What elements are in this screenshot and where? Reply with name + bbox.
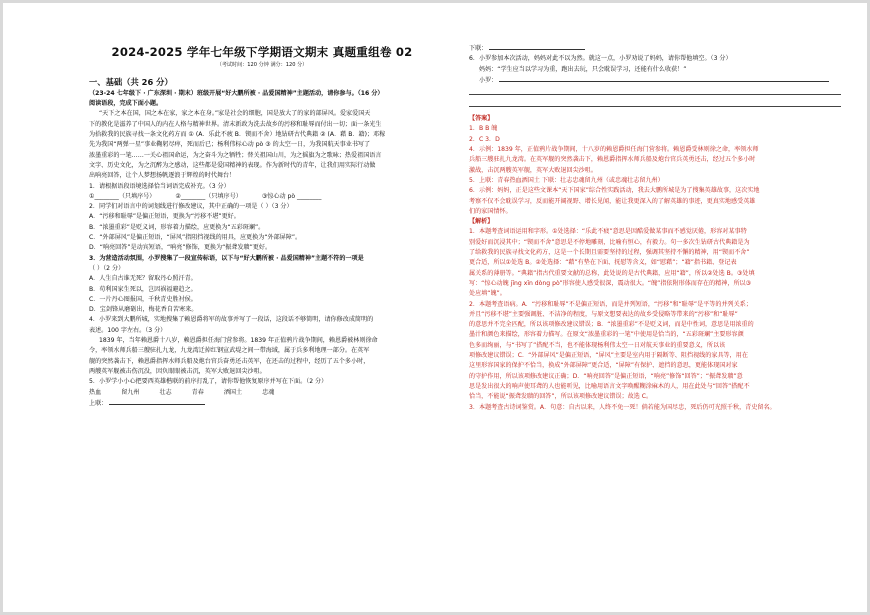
right-column	[469, 3, 841, 612]
q2-option-a: A．“污移和耻辱”是偏正短语，更换为“污移不堪”更好。	[89, 213, 240, 221]
question-1: 1．请根据语段语境选择恰当词语完成补充。（3 分）	[89, 182, 230, 190]
q5-word: 忠魂	[262, 388, 275, 396]
answer-line: 2．C 3．D	[469, 135, 500, 143]
explanation-line: 1．本题考查词语运用和字形。①处选择：“乐此不疲”意思是因酷爱做某事而不感觉厌倦，形容对某事特	[469, 228, 747, 236]
explanation-line: 项修改建议错误；C．“外部屏风”是偏正短语，“屏风”主要是室内用于隔断等、阻挡视线的家具等，用在	[469, 352, 748, 360]
question-4: 表述。100 字左右。（3 分）	[89, 326, 167, 334]
q2-option-b: B．“浓墨重彩”是贬义词，形容着力描绘，应更换为“五彩斑斓”。	[89, 223, 265, 231]
q3-option-a: A．人生自古谁无死？留取丹心照汗青。	[89, 275, 197, 283]
explanation-line: 属关系的薄册等。“典籍”指古代重要文献的总称，此处说的是古代典籍，应用“籍”，所以②处选 B。③处填	[469, 269, 755, 277]
q4-material-line: 舰的突然袭击下，赖恩爵指挥水师兵船及炮台官兵奋勇还击英军，在还击的过程中，经历了五个多小时，	[89, 357, 370, 365]
explanation-line: 的意思并不完全匹配，所以该项修改建议错误；B．“浓墨重彩”不是贬义词，而是中性词，意思是用浓重的	[469, 321, 754, 329]
explanation-line: 2．本题考查语病。A．“污移和耻辱”不是偏正短语，而是并列短语，“污移”和“耻辱”是平等的并列关系；	[469, 300, 752, 308]
q3-option-d: D．宝剑锋从磨砺出，梅花香自苦寒来。	[89, 306, 198, 314]
question-5: 5．小罗学小小心把要西英雄楷联的前序打乱了，请你帮他恢复原序并写在下面。（2 分）	[89, 378, 328, 386]
explanation-line: 3．本题考查古诗词鉴赏。A．句意：自古以来，人终不免一死！倘若能为国尽忠，死后仍可光照千秋，青史留名。	[469, 403, 776, 411]
answer-line[interactable]	[469, 98, 841, 107]
passage-line: 浓墨重彩的一笔……一关心祖国命运，为之奋斗为之牺牲；替关祖国山川，为之摇旗为之歌咏；热爱祖国语言	[89, 151, 382, 159]
q5-upper-couplet	[89, 398, 435, 409]
q2-option-d: D．“响亮回答”是动宾短语，“响亮”修饰，更换为“振聋发聩”更好。	[89, 244, 272, 252]
passage-line: “天下之本在国，国之本在家，家之本在身。”家是社会的细胞，国是放大了的家的部屏风。爱家爱国天	[99, 110, 371, 118]
answer-line: 6．示例：妈妈，正是这些文课本“天下国家”综合性实践活动，我去大鹏所城是为了搜集英雄故事，这次实地	[469, 187, 760, 195]
explanation-line: 思是发出很大的响声使耳聋的人也能听见，比喻用语言文字唤醒糊涂麻木的人，用在此处与“回答”搭配不	[469, 382, 750, 390]
q6-luo-label: 小罗：	[479, 76, 498, 84]
question-4: 4．小罗来到大鹏所城，实地搜集了赖恩爵将军的故事并写了一段话，这段话不够简明，请你修改成简明的	[89, 316, 374, 324]
passage-line: 下的教化是滋养了中国人的内在人格与精神世界。清末新政为洗去故乡的污移和耻辱而付出一切；面一条光生	[89, 120, 382, 128]
document-page	[3, 3, 867, 612]
q6-answer-line[interactable]	[499, 75, 829, 82]
explanation-line: 处应填“魄”。	[469, 290, 506, 298]
answer-line[interactable]	[469, 86, 841, 95]
q4-material-line: 两艘英军舰被击伤沉没，因负眼眼被击沉，英军大败退回尖沙咀。	[89, 367, 266, 375]
explanation-line: 别爱好而沉浸其中；“锲而不舍”意思是不停地雕刻，比喻有恒心，有毅力。句一多次生钻研古代典籍是为	[469, 238, 750, 246]
explanation-line: 更合适，所以①处选 B。②处选择：“藉”有垫在下面、抚慰等含义，如“慰藉”；“籍”指书籍、登记表	[469, 259, 737, 267]
explanation-line: 并且“污移不堪”主要强调脏、不洁净的程度，与原文想要表达的故乡受侵略等带来的“污移”和“耻辱”	[469, 310, 738, 318]
q1-blank-3[interactable]: ③惊心动 pò ________	[261, 192, 322, 200]
q5-word: 青春	[191, 388, 204, 396]
q5-word: 洒国土	[223, 388, 243, 396]
question-2: 2．同学们对语言中的词划线进行修改建议，其中正确的一项是（ ）（3 分）	[89, 203, 293, 211]
intro-line: 阅读语段，完成下面小题。	[89, 100, 163, 108]
exam-time-info: （考试时间：120 分钟 满分：120 分）	[216, 62, 308, 69]
q3-option-b: B．苟利国家生死以，岂因祸福避趋之。	[89, 285, 197, 293]
q5-word: 壮志	[159, 388, 172, 396]
question-3: 3．为营造活动氛围，小罗搜集了一段宣传标语，以下与“好大鹏所被 · 品爱国精神”主题不符的一项是	[89, 254, 364, 262]
question-1-options	[89, 192, 435, 202]
answer-line: 5．上联：青春热血洒国土 下联：壮志忠魂留九州（或忠魂壮志留九州）	[469, 176, 664, 184]
answer-line: 兵船三艘驻扎九龙湾。在英军舰的突然袭击下，赖恩爵指挥水师兵船及炮台官兵英勇还击，经过五个多小时	[469, 156, 756, 164]
answer-line: 考察不仅不会耽误学习，反而能开阔视野、增长见闻，能让我更深入的了解英雄的事迹，更真实地感受英雄	[469, 197, 756, 205]
q5-word-bank	[89, 388, 435, 398]
lower-couplet-blank[interactable]	[489, 43, 585, 50]
answer-line: 们的家国情怀。	[469, 207, 512, 215]
intro-line: （23-24 七年级下 · 广东深圳 · 期末）班级开展“好大鹏所被 · 品爱国精神”主题活动，请你参与。（16 分）	[89, 89, 384, 97]
q6-mom-line: 妈妈：“学生应当以学习为重，跑出去玩，只会耽误学习，还能有什么收获！”	[479, 65, 687, 73]
q3-option-c: C．一片丹心图报国，千秋青史胜衬侯。	[89, 295, 197, 303]
q4-material-line: 令，率领水师兵船三艘驻扎九龙，九龙湾迁掉红钢宣武堤之间一带海域，属于兵多利地理一部分。在英军	[89, 347, 370, 355]
explanation-heading: 【解析】	[469, 218, 494, 226]
q1-blank-1[interactable]: ①________（只填序号）	[89, 192, 156, 200]
explanation-line: 色多而绚丽，与“书写了”搭配不当，也不能体现杨利伟太空一日对航天事业的重要意义，所以该	[469, 341, 726, 349]
upper-couplet-blank[interactable]	[109, 398, 205, 405]
passage-line: 先为我国“两弹一星”事业鞠躬尽瘁，死而后已；杨利伟标心动 pò ③ 的太空一日，为我国航天事业书写了	[89, 141, 371, 149]
q2-option-c: C．“外部屏风”是偏正短语，“屏风”指阻挡视线的用具，应更换为“外部屏障”。	[89, 234, 302, 242]
passage-line: 出响亮回答，让个人梦想扬帆逐浪于辉煌的时代舞台！	[89, 172, 236, 180]
explanation-line: 墨汁和颜色来描绘，形容着力描写。在原文“浓墨重彩的一笔”中使用是恰当的，“五彩斑斓”主要形容颜	[469, 331, 744, 339]
explanation-line: 了给救我的民族寻找文化药方，这是一个长期且需要坚持的过程，强调其坚持不懈的精神，用“锲而不舍”	[469, 249, 750, 257]
question-3-tail: （ ）（2 分）	[89, 264, 125, 272]
question-6: 6．小罗参加本次活动，妈妈对此不以为然。就这一点，小罗劝说了妈妈，请你帮他填空。（3 分）	[469, 55, 732, 63]
q5-word: 留九州	[121, 388, 140, 396]
q4-material-line: 1839 年，当年赖恩爵十八岁，赖恩爵担任海门营参将。1839 年正值鸦片战争期间，赖恩爵被林则徐命	[99, 337, 378, 345]
explanation-line: 的守护作用，所以该项修改建议正确；D．“响亮回答”是偏正短语，“响亮”修饰“回答”；“振聋发聩”意	[469, 372, 743, 380]
answer-line: 4．示例：1839 年，正值鸦片战争期间，十八岁的赖恩爵担任海门营参将。赖恩爵受林则徐之命，率领水师	[469, 146, 759, 154]
left-column	[89, 3, 435, 612]
explanation-line: 恰当，不能说“振聋发聩的回答”，所以该项修改建议错误；故选 C。	[469, 393, 653, 401]
section-heading: 一、基础（共 26 分）	[89, 76, 173, 87]
passage-line: 为拾救我的民族寻找一条文化药方而 ① (A．乐此不疲 B．锲而不舍）地钻研古代典籍 ② (A．藉 B．籍)；邓稼	[89, 131, 386, 139]
q5-lower-couplet	[469, 43, 841, 54]
explanation-line: 写：“惊心动魄 jīng xīn dòng pò”形容使人感受很深，震动很大。“魄”指依附形体而存在的精神，所以③	[469, 279, 752, 287]
paper-title: 2024-2025 学年七年级下学期语文期末 真题重组卷 02	[111, 45, 413, 59]
answer-line: 1．B B 魄	[469, 125, 498, 133]
q5-word: 热血	[89, 388, 102, 396]
explanation-line: 这里形容国家的保护不恰当，换成“外部屏障”更合适，“屏障”有保护、遮挡的意思，更能体现国对家	[469, 362, 738, 370]
q6-luo-line	[469, 75, 841, 86]
answer-heading: 【答案】	[469, 115, 494, 123]
lower-couplet-label: 下联：	[469, 45, 488, 52]
passage-line: 文字、历史文化，为之沉醉为之感动，这些都是爱国精神的表现。作为新时代的青年，让我们用实际行动做	[89, 161, 376, 169]
answer-line: 激战，击沉两艘英军舰，英军大败退回尖沙咀。	[469, 166, 597, 174]
q1-blank-2[interactable]: ②________（只填序号）	[175, 192, 242, 200]
upper-couplet-label: 上联：	[89, 399, 108, 407]
